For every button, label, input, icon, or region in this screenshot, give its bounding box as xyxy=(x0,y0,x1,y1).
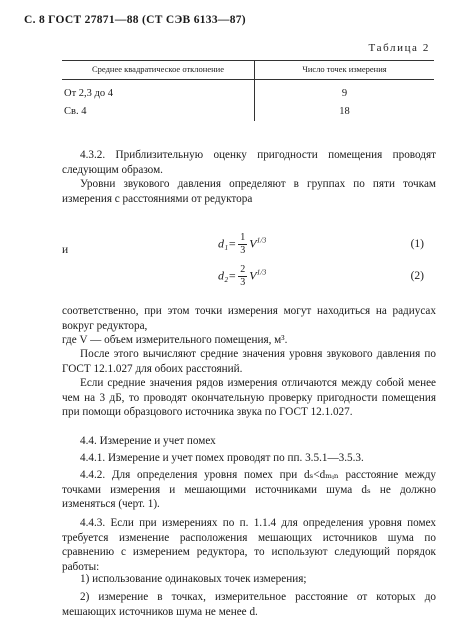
section-heading-4-4: 4.4. Измерение и учет помех xyxy=(80,435,216,447)
formula-1-lhs: d₁= xyxy=(218,236,237,251)
formula-1-numerator: 1 xyxy=(240,232,246,243)
paragraph-if: Если средние значения рядов измерения отличаются между собой менее чем на 3 дБ, то проводят окончательную проверку пригодности помещения при помощи образцового источника звука по ГОСТ 12.1.027. xyxy=(62,377,436,418)
table-cell-deviation: Св. 4 xyxy=(62,103,255,121)
table-cell-points: 9 xyxy=(341,87,348,99)
formula-1-exponent: 1/3 xyxy=(256,235,267,245)
formula-2-variable: V xyxy=(249,268,257,283)
table-row xyxy=(62,103,434,121)
list-item-2: 2) измерение в точках, измерительное расстояние от которых до мешающих источников шума не менее d. xyxy=(62,591,436,618)
equation-number-1: (1) xyxy=(410,238,424,250)
formula-2-numerator: 2 xyxy=(240,264,246,275)
formula-1 xyxy=(218,232,266,257)
conjunction-and: и xyxy=(62,244,69,256)
table-cell-points: 18 xyxy=(339,105,350,117)
formula-2 xyxy=(218,264,266,289)
paragraph-4-4-1: 4.4.1. Измерение и учет помех проводят по пп. 3.5.1—3.5.3. xyxy=(80,452,364,464)
paragraph-4-4-3: 4.4.3. Если при измерениях по п. 1.1.4 для определения уровня помех требуется изменение расположения мешающих источников шума по сравнению с измерением редуктора, то используют следующий порядок работы: xyxy=(62,517,436,573)
table-cell-deviation: От 2,3 до 4 xyxy=(62,79,255,103)
formula-2-exponent: 1/3 xyxy=(256,267,267,277)
table-row xyxy=(62,79,434,103)
column-header-points: Число точек измерения xyxy=(255,61,435,80)
formula-2-fraction xyxy=(238,264,247,289)
formula-1-fraction xyxy=(238,232,247,257)
table-2 xyxy=(62,60,434,121)
paragraph-levels: Уровни звукового давления определяют в группах по пяти точкам измерения с расстояниями от редуктора xyxy=(62,178,436,205)
page-header: С. 8 ГОСТ 27871—88 (СТ СЭВ 6133—87) xyxy=(24,14,246,26)
paragraph-where: где V — объем измерительного помещения, м³. xyxy=(62,334,288,346)
paragraph-respectively: соответственно, при этом точки измерения могут находиться на радиусах вокруг редуктора, xyxy=(62,305,436,332)
paragraph-4-4-2: 4.4.2. Для определения уровня помех при dₛ<dₘᵢₙ расстояние между точками измерения и мешающими источниками шума dₛ не должно изменяться (черт. 1). xyxy=(62,469,436,510)
paragraph-4-3-2: 4.3.2. Приблизительную оценку пригодности помещения проводят следующим образом. xyxy=(62,149,436,176)
list-item-1: 1) использование одинаковых точек измерения; xyxy=(80,573,307,585)
formula-1-variable: V xyxy=(249,236,257,251)
column-header-deviation: Среднее квадратическое отклонение xyxy=(62,61,255,80)
equation-number-2: (2) xyxy=(410,270,424,282)
table-label: Таблица 2 xyxy=(368,42,430,54)
paragraph-after: После этого вычисляют средние значения уровня звукового давления по ГОСТ 12.1.027 для обоих расстояний. xyxy=(62,348,436,375)
formula-2-lhs: d₂= xyxy=(218,268,237,283)
formula-1-denominator: 3 xyxy=(240,245,246,256)
table-header-row xyxy=(62,61,434,80)
formula-2-denominator: 3 xyxy=(240,277,246,288)
